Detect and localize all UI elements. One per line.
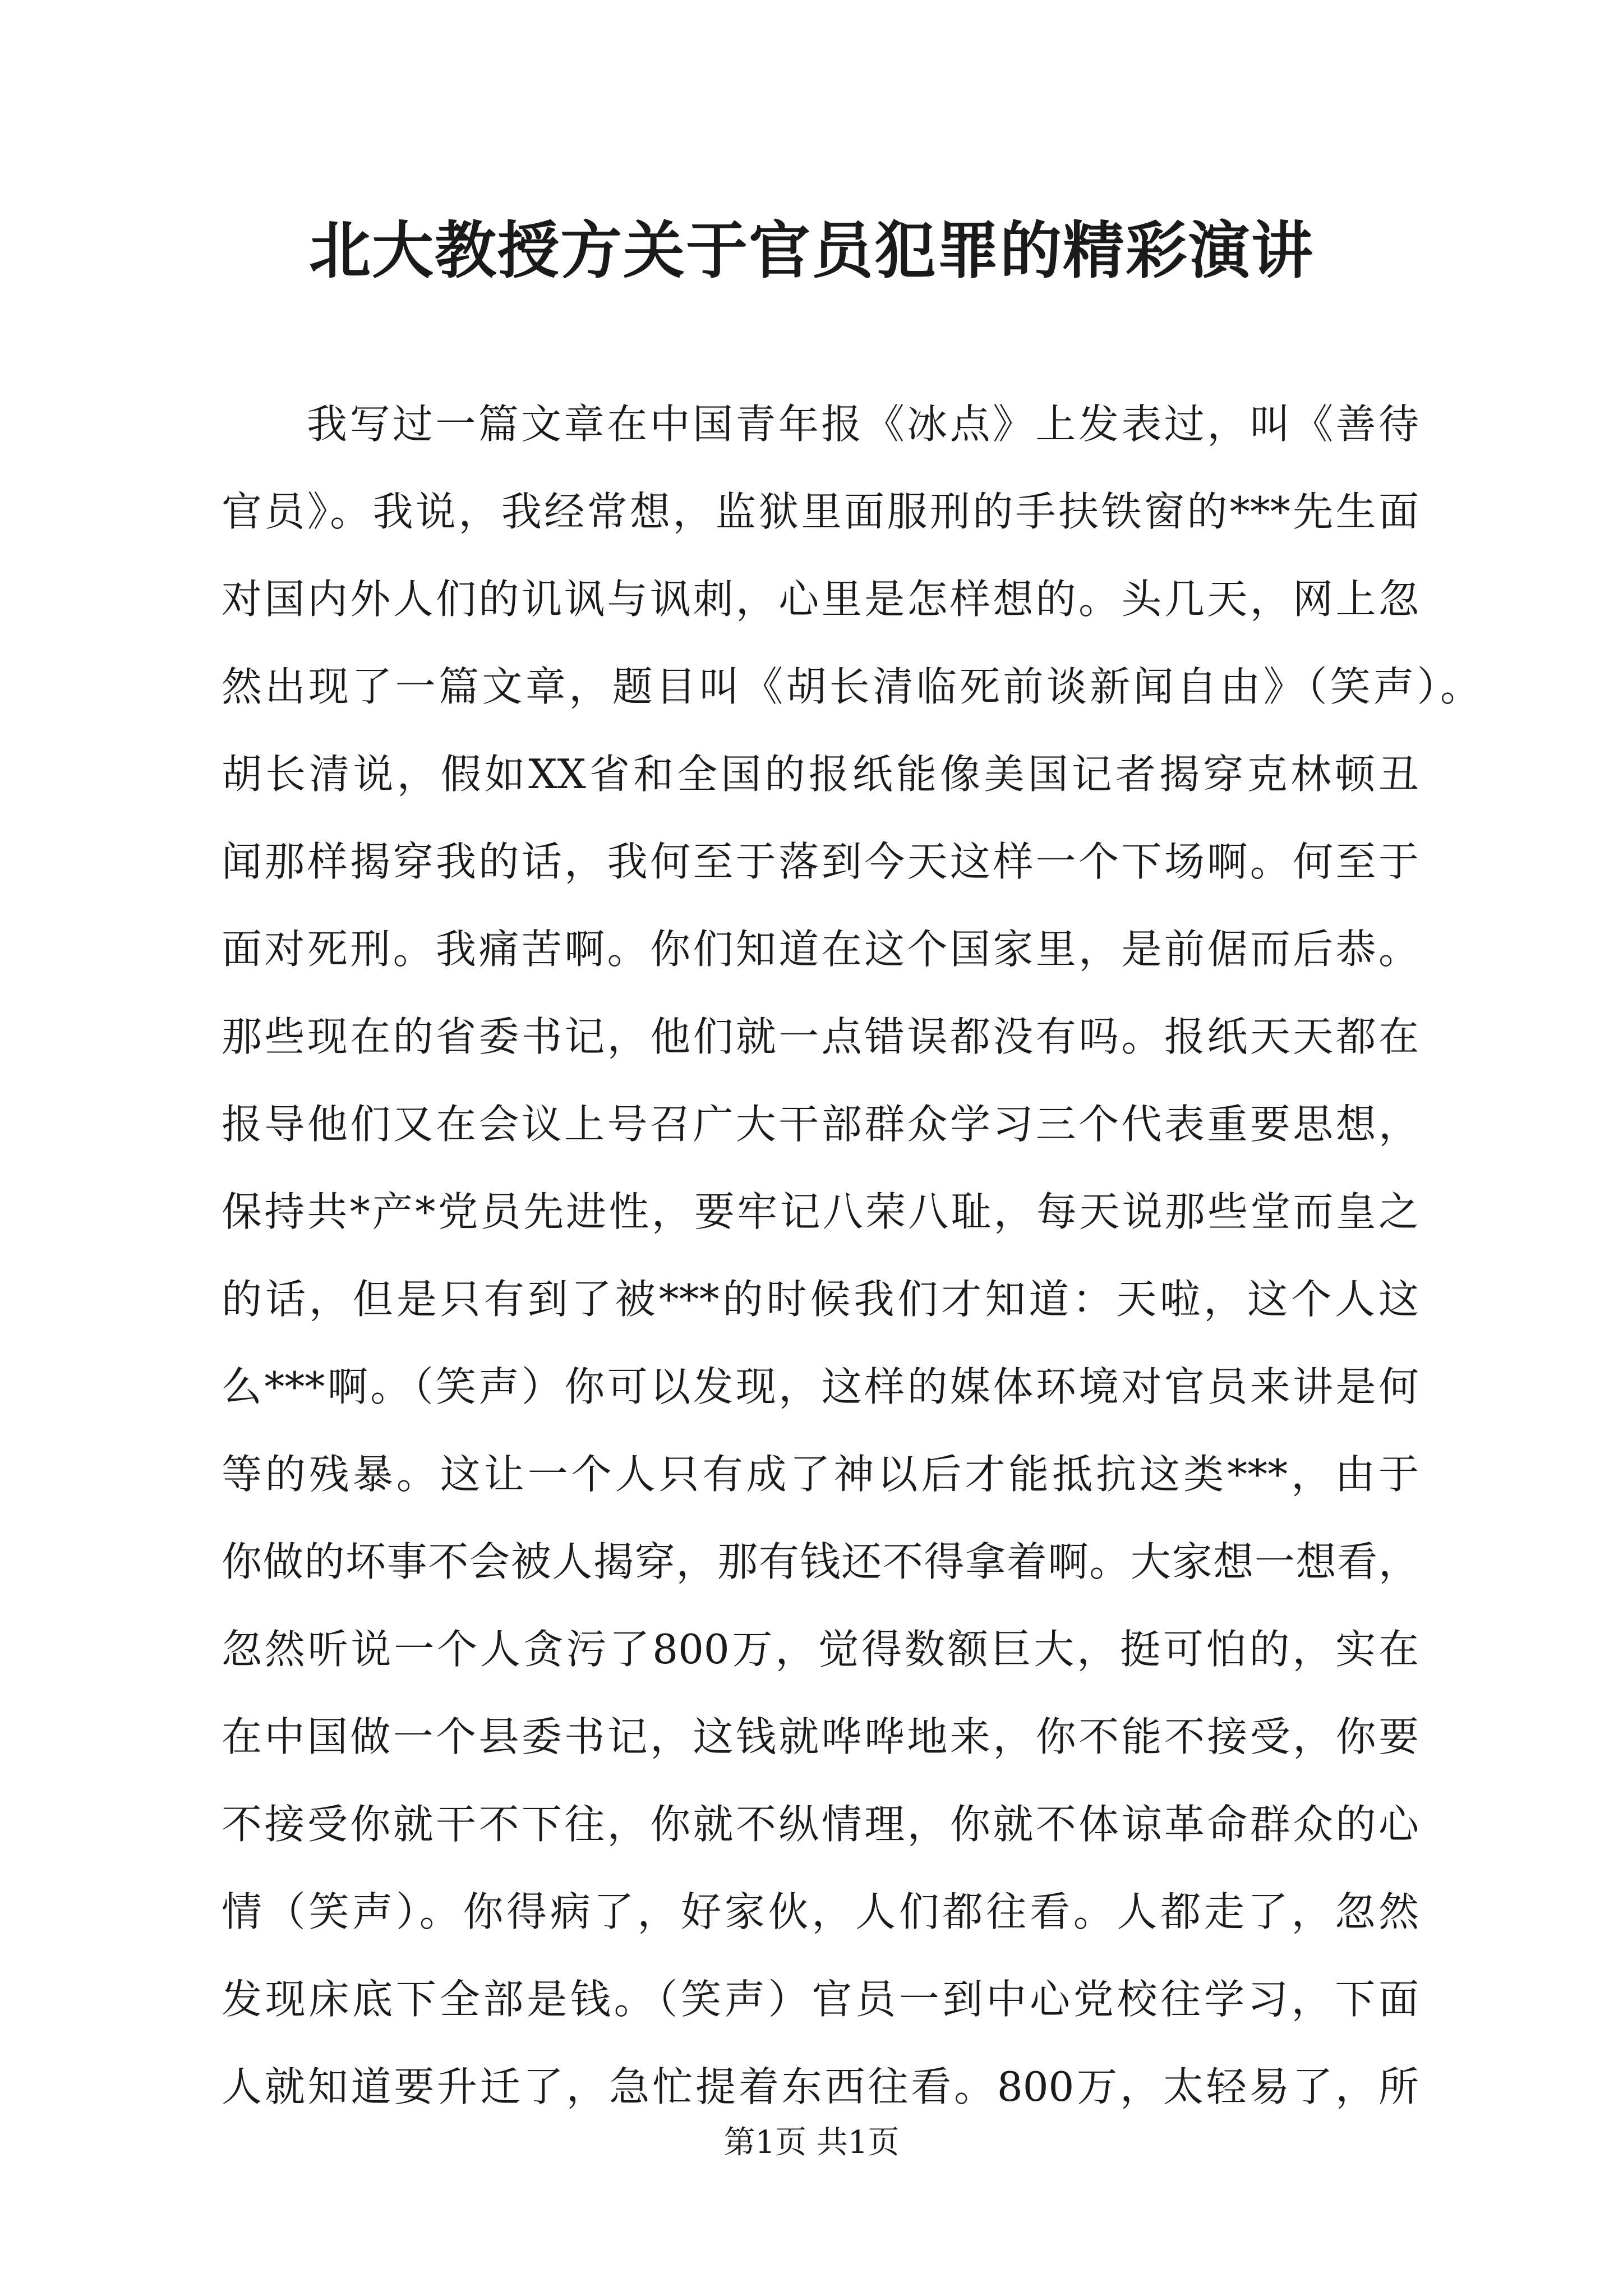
body-line: 发现床底下全部是钱。（笑声）官员一到中心党校往学习，下面 [222, 1976, 1419, 2023]
body-line: 面对死刑。我痛苦啊。你们知道在这个国家里，是前倨而后恭。 [222, 926, 1419, 973]
body-line: 胡长清说，假如XX省和全国的报纸能像美国记者揭穿克林顿丑 [222, 751, 1419, 798]
body-line: 人就知道要升迁了，急忙提着东西往看。800万，太轻易了，所 [222, 2063, 1419, 2110]
page-footer: 第1页 共1页 [723, 2124, 900, 2161]
body-line: 官员》。我说，我经常想，监狱里面服刑的手扶铁窗的***先生面 [222, 488, 1419, 535]
body-line: 你做的坏事不会被人揭穿，那有钱还不得拿着啊。大家想一想看， [222, 1538, 1419, 1585]
body-line: 然出现了一篇文章，题目叫《胡长清临死前谈新闻自由》（笑声）。 [222, 663, 1481, 710]
body-line: 报导他们又在会议上号召广大干部群众学习三个代表重要思想， [222, 1101, 1419, 1148]
document-title: 北大教授方关于官员犯罪的精彩演讲 [309, 214, 1314, 287]
body-line: 在中国做一个县委书记，这钱就哗哗地来，你不能不接受，你要 [222, 1713, 1419, 1760]
body-line: 等的残暴。这让一个人只有成了神以后才能抵抗这类***，由于 [222, 1451, 1419, 1498]
body-line: 情（笑声）。你得病了，好家伙，人们都往看。人都走了，忽然 [222, 1888, 1419, 1935]
body-line: 闻那样揭穿我的话，我何至于落到今天这样一个下场啊。何至于 [222, 838, 1419, 885]
document-body [222, 380, 1481, 2131]
body-line: 保持共*产*党员先进性，要牢记八荣八耻，每天说那些堂而皇之 [222, 1188, 1419, 1235]
body-line: 忽然听说一个人贪污了800万，觉得数额巨大，挺可怕的，实在 [222, 1626, 1419, 1673]
body-line: 我写过一篇文章在中国青年报《冰点》上发表过，叫《善待 [307, 401, 1419, 448]
body-line: 的话，但是只有到了被***的时候我们才知道：天啦，这个人这 [222, 1276, 1419, 1323]
body-line: 那些现在的省委书记，他们就一点错误都没有吗。报纸天天都在 [222, 1013, 1419, 1060]
body-line: 么***啊。（笑声）你可以发现，这样的媒体环境对官员来讲是何 [222, 1363, 1419, 1410]
body-line: 不接受你就干不下往，你就不纵情理，你就不体谅革命群众的心 [222, 1801, 1419, 1848]
body-line: 对国内外人们的讥讽与讽刺，心里是怎样想的。头几天，网上忽 [222, 576, 1419, 623]
